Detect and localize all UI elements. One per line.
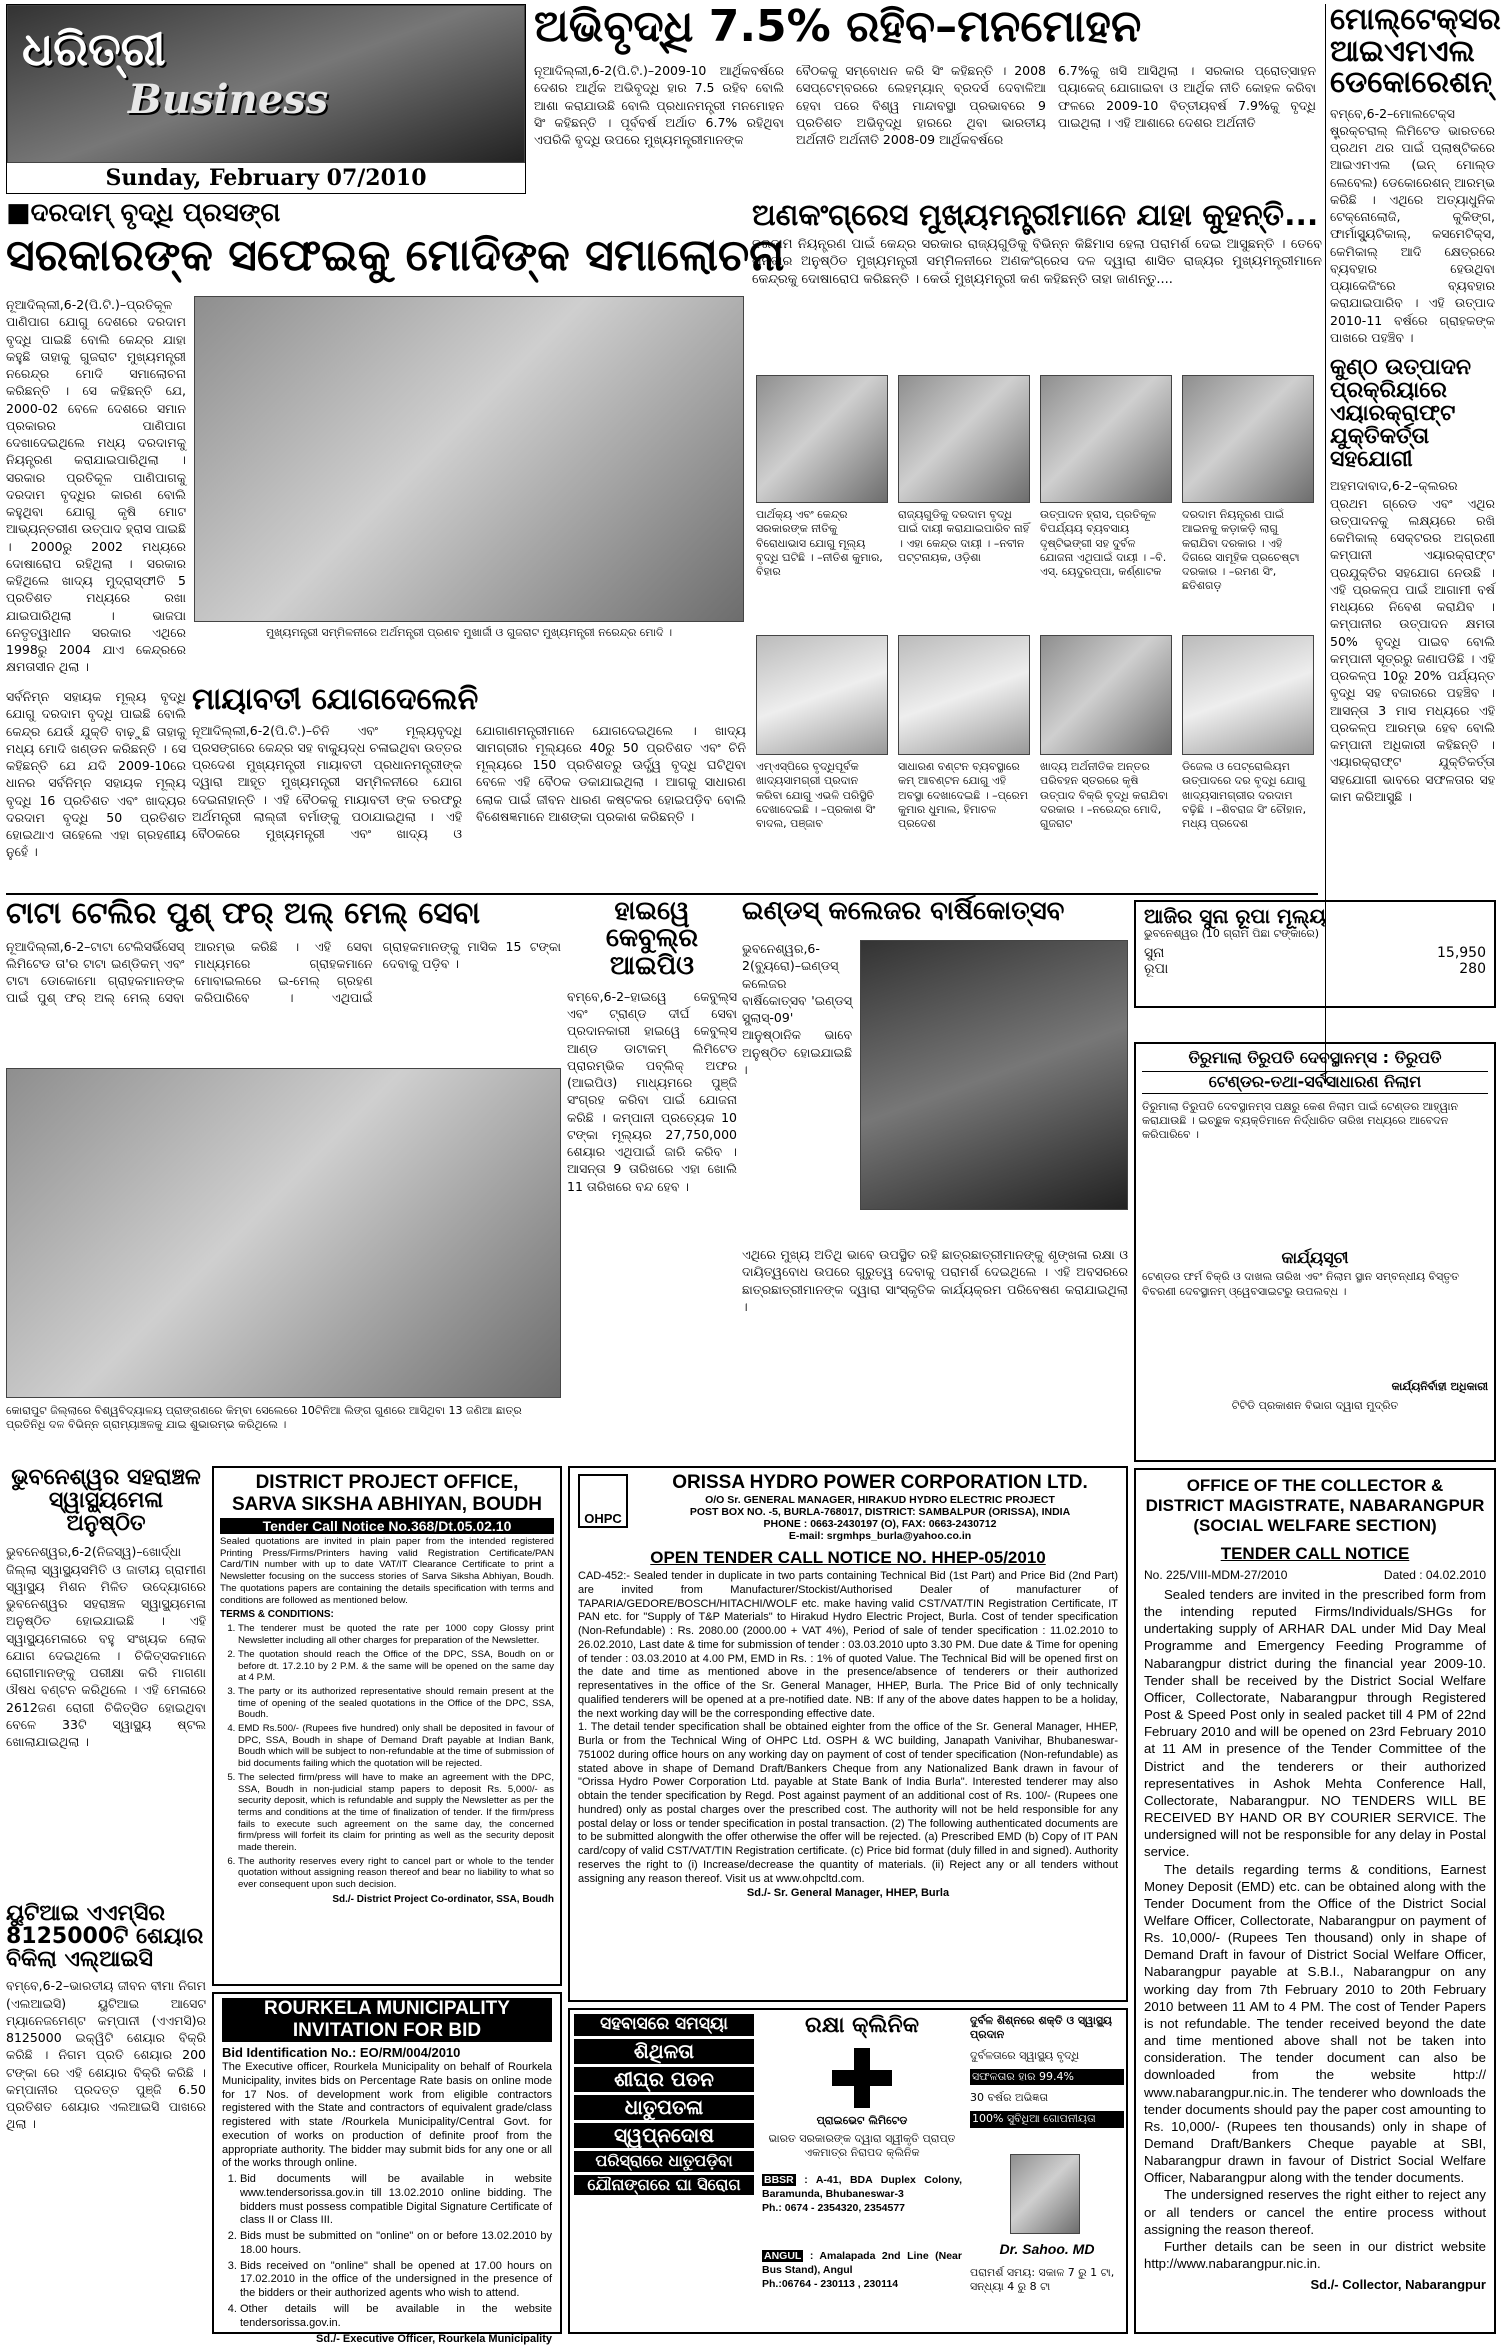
rourkela-item: 1. Bid documents will be available in website www.tendersorissa.gov.in till 13.02.2010 online bidding. The bidders must possess compatible Digital Signature Certificate of class II or Class III.: [240, 2173, 552, 2228]
dpo-term: 2. The quotation should reach the Office of the DPC, SSA, Boudh on or before dt. 17.2.10 by 2 P.M. & the same will be opened on the same day at 4 P.M.: [238, 1649, 554, 1684]
rourkela-item: 3. Bids received on "online" shall be opened at 17.00 hours on 17.02.2010 in the office of the undersigned in the presence of the bidders or their authorized agents who wish to attend.: [240, 2260, 552, 2301]
modi-photo-caption: ମୁଖ୍ୟମନ୍ତ୍ରୀ ସମ୍ମିଳନୀରେ ଅର୍ଥମନ୍ତ୍ରୀ ପ୍ରଣବ ମୁଖାର୍ଜୀ ଓ ଗୁଜରାଟ ମୁଖ୍ୟମନ୍ତ୍ରୀ ନରେନ୍ଦ୍ର ମୋଦି ।: [265, 626, 673, 639]
rourkela-item: 4. Other details will be available in the website tendersorissa.gov.in.: [240, 2303, 552, 2331]
indus-story: [742, 898, 1128, 1458]
indus-body-continued: ଏଥିରେ ମୁଖ୍ୟ ଅତିଥି ଭାବେ ଉପସ୍ଥିତ ରହି ଛାତ୍ରଛାତ୍ରୀମାନଙ୍କୁ ଶୃଙ୍ଖଳା ରକ୍ଷା ଓ ଦାୟିତ୍ୱବୋଧ ଉପରେ ଗୁରୁତ୍ୱ ଦେବାକୁ ପରାମର୍ଶ ଦେଇଥିଲେ । ଏହି ଅବସରରେ ଛାତ୍ରଛାତ୍ରୀମାନଙ୍କ ଦ୍ୱାରା ସାଂସ୍କୃତିକ କାର୍ଯ୍ୟକ୍ରମ ପରିବେଷଣ କରାଯାଇଥିଲା ।: [742, 1247, 1128, 1314]
tirupati-body: ତିରୁମାଲା ତିରୁପତି ଦେବସ୍ଥାନମ୍ସ ପକ୍ଷରୁ କେଶ ନିଲାମ ପାଇଁ ଟେଣ୍ଡର ଆହ୍ୱାନ କରାଯାଉଛି । ଇଚ୍ଛୁକ ବ୍ୟକ୍ତିମାନେ ନିର୍ଦ୍ଧାରିତ ତାରିଖ ମଧ୍ୟରେ ଆବେଦନ କରିପାରିବେ ।: [1142, 1099, 1459, 1142]
clinic-bbsr-label: BBSR: [764, 2174, 794, 2186]
clinic-right-line: ଦୁର୍ବଳତାରେ ସ୍ୱାସ୍ଥ୍ୟ ବୃଦ୍ଧି: [970, 2048, 1080, 2062]
health-camp-body: ଭୁବନେଶ୍ୱର,6-2(ନିଜସ୍ୱ)–ଖୋର୍ଦ୍ଧା ଜିଲ୍ଲା ସ୍ୱାସ୍ଥ୍ୟସମିତି ଓ ଜାତୀୟ ଗ୍ରାମୀଣ ସ୍ୱାସ୍ଥ୍ୟ ମିଶନ ମିଳିତ ଉଦ୍ୟୋଗରେ ଭୁବନେଶ୍ୱର ସହରାଞ୍ଚଳ ସ୍ୱାସ୍ଥ୍ୟମେଳା ଅନୁଷ୍ଠିତ ହୋଇଯାଇଛି । ଏହି ସ୍ୱାସ୍ଥ୍ୟମେଳାରେ ବହୁ ସଂଖ୍ୟକ ଲୋକ ଯୋଗ ଦେଇଥିଲେ । ଚିକିତ୍ସକମାନେ ରୋଗୀମାନଙ୍କୁ ପରୀକ୍ଷା କରି ମାଗଣା ଔଷଧ ବଣ୍ଟନ କରିଥିଲେ । ଏହି ମେଳାରେ 2612ଜଣ ରୋଗୀ ଚିକିତ୍ସିତ ହୋଇଥିବା ବେଳେ 33ଟି ସ୍ୱାସ୍ଥ୍ୟ ଷ୍ଟଲ ଖୋଲାଯାଇଥିଲା ।: [6, 1544, 206, 1750]
dpo-notice: [212, 1466, 562, 1986]
dpo-intro: Sealed quotations are invited in plain paper from the intended registered Printing Press/Firms/Printers having valid Registration Certificate/PAN Card/TIN number with up to date VAT/IT Clearance Certificate to print a Newsletter focusing on the success stories of Sarva Siksha Abhiyan, Boudh. The quotations papers are containing the details specification with terms and conditions are followed as mentioned below.: [220, 1536, 554, 1606]
highway-headline: ହାଇୱେ କେବୁଲ୍‌ର ଆଇପିଓ: [605, 896, 699, 981]
dpo-tender-no: Tender Call Notice No.368/Dt.05.02.10: [220, 1518, 554, 1534]
ohpc-body-2: 1. The detail tender specification shall be obtained eighter from the office of the Sr. General Manager, HHEP, Burla or from the Technical Wing of OHPC Ltd. OSPH & WC building, Janapath Vanivihar, Bhubaneswar-751002 during office hours on any working day on payment of cost of tender specification (Non-refundable) as stated above in shape of Demand Draft/Bankers Cheque from any Nationalized Bank drawn in favour of "Orissa Hydro Power Corporation Ltd. payable at State Bank of India Burla". Interested tenderer may also obtain the tender specification by Regd. Post against payment of an additional cost of Rs. 100/- (Rupees one hundred) only as postal charges over the prescribed cost. The authority will not be held responsible for any postal delay or loss or tender specification in postal transaction. (2) The following authenticated documents are to be submitted alongwith the offer otherwise the offer will be rejected. (a) Prescribed EMD (b) Copy of IT PAN card/copy of valid CST/VAT/TIN Registration certificate. (c) Price bid format (duly filled in and signed). Authority reserves the right to (i) Increase/decrease the quantity of materials. (ii) Reject any or all tenders without assigning any reason thereof. Visit us at www.ohpcltd.com.: [578, 1721, 1118, 1885]
cms-quotes-row1: [756, 508, 1316, 628]
cms-quotes-row2: [756, 760, 1316, 888]
clinic-item: ସହବାସରେ ସମସ୍ୟା: [574, 2014, 754, 2036]
cm-photo: [1182, 635, 1314, 755]
highway-story: [567, 898, 737, 1458]
cm-photo: [756, 635, 888, 755]
tata-photo: [6, 1068, 561, 1398]
cms-story: [752, 200, 1322, 890]
clinic-item: ଯୌନାଙ୍ଗରେ ଘା ସିରୋଗ: [574, 2175, 754, 2196]
uti-story: [6, 1902, 206, 2334]
modi-photo: [194, 296, 744, 622]
cm-quote: ଏମ୍‌ଏସ୍‌ପିରେ ବୃଦ୍ଧିପୂର୍ବକ ଖାଦ୍ୟସାମଗ୍ରୀ ପ୍ରଦାନ କରିବା ଯୋଗୁ ଏଭଳି ପରିସ୍ଥିତି ଦେଖାଦେଇଛି । –ପ୍ରକାଶ ସିଂ ବାଦଲ, ପଞ୍ଜାବ: [756, 760, 876, 831]
clinic-ad-right: [970, 2014, 1124, 2332]
modi-body-continued: ସର୍ବନିମ୍ନ ସହାୟକ ମୂଲ୍ୟ ବୃଦ୍ଧି ଯୋଗୁ ଦରଦାମ ବୃଦ୍ଧି ପାଇଛି ବୋଲି କେନ୍ଦ୍ର ଯେଉଁ ଯୁକ୍ତି ବାଢ଼ୁଛି ତାହାକୁ ମଧ୍ୟ ମୋଦି ଖଣ୍ଡନ କରିଛନ୍ତି । ସେ କହିଛନ୍ତି ଯେ ଯଦି 2009-10ରେ ଧାନର ସର୍ବନିମ୍ନ ସହାୟକ ମୂଲ୍ୟ ବୃଦ୍ଧି 16 ପ୍ରତିଶତ ଏବଂ ଖାଦ୍ୟର ଦରଦାମ ବୃଦ୍ଧି 50 ପ୍ରତିଶତ ହୋଇଥାଏ ତାହେଲେ ଏହା ଗ୍ରହଣୀୟ ନୁହେଁ ।: [6, 689, 186, 860]
dpo-term: 1. The tenderer must be quoted the rate per 1000 copy Glossy print Newsletter including all other charges for preparation of the Newsletter.: [238, 1623, 554, 1646]
cm-photo: [1182, 375, 1314, 503]
rourkela-items: [240, 2173, 552, 2330]
tirupati-header: ତିରୁମାଲା ତିରୁପତି ଦେବସ୍ଥାନମ୍ସ : ତିରୁପତି: [1188, 1048, 1442, 1067]
mayawati-headline: ମାୟାବତୀ ଯୋଗଦେଲେନି: [192, 682, 479, 717]
clinic-doctor: Dr. Sahoo. MD: [999, 2241, 1095, 2257]
gold-unit: ଭୁବନେଶ୍ୱର (10 ଗ୍ରାମ ପିଛା ଟଙ୍କାରେ): [1144, 927, 1319, 940]
nabarangpur-body-3: The undersigned reserves the right either to reject any or all tenders or cancel the entire process without assigning the reason thereof.: [1144, 2187, 1486, 2237]
mayawati-body: ନୂଆଦିଲ୍ଲୀ,6-2(ପି.ଟି.)–ଚିନି ଏବଂ ମୂଲ୍ୟବୃଦ୍ଧି ପ୍ରସଙ୍ଗରେ କେନ୍ଦ୍ର ସହ ବାକ୍ୟୁଦ୍ଧ ଚଳାଇଥିବା ଉତ୍ତର ପ୍ରଦେଶ ମୁଖ୍ୟମନ୍ତ୍ରୀ ମାୟାବତୀ ପ୍ରଧାନମନ୍ତ୍ରୀଙ୍କ ଦ୍ୱାରା ଆହୂତ ମୁଖ୍ୟମନ୍ତ୍ରୀ ସମ୍ମିଳନୀରେ ଯୋଗ ଦେଇନାହାନ୍ତି । ଏହି ବୈଠକକୁ ମାୟାବତୀ ଙ୍କ ତରଫରୁ ଅର୍ଥମନ୍ତ୍ରୀ ଲାଲ୍‌ଜୀ ବର୍ମାଙ୍କୁ ପଠାଯାଇଥିଲା । ଏହି ବୈଠକରେ ମୁଖ୍ୟମନ୍ତ୍ରୀ ଏବଂ ଖାଦ୍ୟ ଓ ଯୋଗାଣମନ୍ତ୍ରୀମାନେ ଯୋଗଦେଇଥିଲେ । ଖାଦ୍ୟ ସାମଗ୍ରୀର ମୂଲ୍ୟରେ 40ରୁ 50 ପ୍ରତିଶତ ଏବଂ ଚିନି ମୂଲ୍ୟରେ 150 ପ୍ରତିଶତରୁ ଊର୍ଦ୍ଧ୍ୱ ବୃଦ୍ଧି ଘଟିଥିବା ବେଳେ ଏହି ବୈଠକ ଡକାଯାଇଥିଲା । ଆଗକୁ ସାଧାରଣ ଲୋକ ପାଇଁ ଜୀବନ ଧାରଣ କଷ୍ଟକର ହୋଇପଡ଼ିବ ବୋଲି ବିଶେଷଜ୍ଞମାନେ ଆଶଙ୍କା ପ୍ରକାଶ କରିଛନ୍ତି ।: [192, 722, 746, 841]
hazus-headline: କୁଣ୍ଠ ଉତ୍ପାଦନ ପ୍ରକ୍ରିୟାରେ ଏୟାରକ୍ରାଫ୍ଟ ଯୁକ୍ତିକର୍ତ୍ତା ସହଯୋଗୀ: [1330, 355, 1472, 473]
tirupati-notice: [1134, 1042, 1496, 1462]
dpo-signature: Sd./- District Project Co-ordinator, SSA, Boudh: [332, 1893, 554, 1905]
health-camp-story: [6, 1466, 206, 1896]
indus-headline: ଇଣ୍ଡସ୍ କଲେଜର ବାର୍ଷିକୋତ୍ସବ: [742, 896, 1065, 926]
clinic-ad-left: [574, 2014, 754, 2332]
rourkela-notice: [212, 1992, 562, 2346]
masthead-banner-image: [7, 5, 525, 163]
clinic-ad-middle: [762, 2014, 962, 2332]
cm-photo: [1040, 635, 1172, 755]
cms-headline: ଅଣକଂଗ୍ରେସ ମୁଖ୍ୟମନ୍ତ୍ରୀମାନେ ଯାହା କୁହନ୍ତି...: [752, 198, 1319, 233]
clinic-angul-address: : Amalapada 2nd Line (Near Bus Stand), Angul: [762, 2250, 962, 2276]
gdp-col3: 6.7%କୁ ଖସି ଆସିଥିଲା । ସରକାର ପ୍ରୋତ୍ସାହନ ପ୍ୟାକେଜ୍ ଯୋଗାଇବା ଓ ଆର୍ଥିକ ନୀତି କୋହଳ କରିବା ଫଳରେ 2009-10 ବିତ୍ତୀୟବର୍ଷ 7.9%କୁ ବୃଦ୍ଧି ପାଇଥିଲା । ଏହି ଆଶାରେ ଦେଶର ଅର୍ଥନୀତି: [1058, 63, 1316, 130]
clinic-item: ଶୀଘ୍ର ପତନ: [574, 2067, 754, 2092]
ohpc-notice: [568, 1466, 1128, 2002]
dpo-term: 3. The party or its authorized representative should remain present at the time of opening of the sealed quotations in the Office of the DPC, SSA, Boudh.: [238, 1686, 554, 1721]
gdp-col2: ବୈଠକକୁ ସମ୍ବୋଧନ କରି ସିଂ କହିଛନ୍ତି । 2008 ସେପ୍ଟେମ୍ବରରେ ଲେହମ୍ୟାନ୍ ବ୍ରଦର୍ସ ଦେବାଳିଆ ହେବା ପରେ ବିଶ୍ୱ ମାନ୍ଦାବସ୍ଥା ପ୍ରଭାବରେ 9 ପ୍ରତିଶତ ଅଭିବୃଦ୍ଧି ହାରରେ ଥିବା ଭାରତୀୟ ଅର୍ଥନୀତି ଅର୍ଥନୀତି 2008-09 ଆର୍ଥିକବର୍ଷରେ: [796, 63, 1046, 147]
tata-body: ନୂଆଦିଲ୍ଲୀ,6-2–ଟାଟା ଟେଲିସର୍ଭିସେସ୍ ଲିମିଟେଡ ତା'ର ଟାଟା ଇଣ୍ଡିକମ୍ ଏବଂ ଟାଟା ଡୋକୋମୋ ଗ୍ରାହକମାନଙ୍କ ପାଇଁ ପୁଶ୍ ଫର୍ ଅଲ୍ ମେଲ୍ ସେବା ଆରମ୍ଭ କରିଛି । ଏହି ସେବା ମାଧ୍ୟମରେ ଗ୍ରାହକମାନେ ମୋବାଇଲରେ ଇ-ମେଲ୍ ଗ୍ରହଣ କରିପାରିବେ । ଏଥିପାଇଁ ଗ୍ରାହକମାନଙ୍କୁ ମାସିକ 15 ଟଙ୍କା ଦେବାକୁ ପଡ଼ିବ ।: [6, 938, 561, 1006]
clinic-right-line: ସଫଳତାର ହାର 99.4%: [970, 2069, 1124, 2085]
silver-value: 280: [1459, 961, 1486, 978]
rourkela-signature: Sd./- Executive Officer, Rourkela Municipality: [316, 2333, 552, 2346]
cm-quote: ଖାଦ୍ୟ ଅର୍ଥନୀତିକ ଅନ୍ତର ପରିବହନ ସ୍ତରରେ କୃଷି ଉତ୍ପାଦ ବିକ୍ରି ବୃଦ୍ଧି କରାଯିବା ଦରକାର । –ନରେନ୍ଦ୍ର ମୋଦି, ଗୁଜରାଟ: [1040, 760, 1169, 831]
ohpc-logo: OHPC: [578, 1474, 628, 1528]
dpo-title-2: SARVA SIKSHA ABHIYAN, BOUDH: [231, 1494, 543, 1515]
nabarangpur-body: Sealed tenders are invited in the prescribed form from the intending reputed Firms/Individuals/SHGs for undertaking supply of ARHAR DAL under Mid Day Meal Programme and Emergency Feeding Programme of Nabarangpur district during the financial year 2009-10. Tender shall be received by the District Social Welfare Officer, Collectorate, Nabarangpur through Registered Post & Speed Post only in sealed packet till 4 PM of 22nd February 2010 and will be opened on 23rd February 2010 at 11 AM in presence of the Tender Committee of the District and the tenderers or their authorized representatives in Ashok Mehta Conference Hall, Collectorate, Nabarangpur. NO TENDERS WILL BE RECEIVED BY HAND OR BY COURIER SERVICE. The undersigned will not be responsible for any delay in Postal service.: [1144, 1587, 1486, 1860]
ohpc-body: CAD-452:- Sealed tender in duplicate in two parts containing Technical Bid (1st Part) and Price Bid (2nd Part) are invited from Manufacturer/Stockist/Authorised Dealer of manufacturer of TAPARIA/GEDORE/BOSCH/HITACHI/WOLF etc. make having valid CST/VAT/TIN Registration Certificate, IT PAN etc. for "Supply of T&P Materials" to Hirakud Hydro Electric Project, Burla. Cost of tender specification (Non-Refundable) : Rs. 2080.00 (2000.00 + VAT 4%), Period of sale of tender specification : 11.02.2010 to 26.02.2010, Last date & time for submission of tender : 03.03.2010 upto 3.30 PM. Due date & Time for opening of tender : 03.03.2010 at 4.00 PM, EMD in Rs. : 1% of quoted Value. The Technical Bid will be opened first on the date and time as mentioned above in the presence/absence of tenderers or their authorized representatives in the office of the Sr. General Manager, HHEP, Burla. The Price Bid of only technically qualified tenderers will be opened at a pre-notified date. NB: If any of the above dates happen to be a holiday, the next working day will be the corresponding effective date.: [578, 1570, 1118, 1720]
clinic-bbsr-phone: Ph.: 0674 - 2354320, 2354577: [762, 2201, 906, 2214]
gold-row: [1144, 945, 1486, 961]
clinic-angul-label: ANGUL: [764, 2250, 802, 2262]
silver-label: ରୂପା: [1144, 961, 1169, 978]
cm-quote: ରାଜ୍ୟଗୁଡିକୁ ଦରଦାମ ବୃଦ୍ଧି ପାଇଁ ଦାୟୀ କରାଯାଇପାରିବ ନାହିଁ । ଏହା କେନ୍ଦ୍ର ଦାୟୀ । –ନବୀନ ପଟ୍ଟନାୟକ, ଓଡ଼ିଶା: [898, 508, 1030, 564]
gold-value: 15,950: [1437, 945, 1486, 962]
gold-label: ସୁନା: [1144, 945, 1165, 962]
moltex-headline: ମୋଲ୍‌ଟେକ୍ସର ଆଇଏମଏଲ ଡେକୋରେଶନ୍: [1330, 2, 1501, 100]
clinic-right-line: ଦୁର୍ବଳ ଶିଶ୍ନରେ ଶକ୍ତି ଓ ସ୍ୱାସ୍ଥ୍ୟ ପ୍ରଦାନ: [970, 2014, 1112, 2042]
clinic-timing: ପରାମର୍ଶ ସମୟ: ସକାଳ 7 ରୁ 1 ଟା, ସନ୍ଧ୍ୟା 4 ରୁ 8 ଟା: [970, 2266, 1115, 2294]
clinic-ad: [568, 2008, 1128, 2334]
nabarangpur-dated: Dated : 04.02.2010: [1383, 1568, 1486, 1582]
cms-intro: ଦରଦାମ ନିୟନ୍ତ୍ରଣ ପାଇଁ କେନ୍ଦ୍ର ସରକାର ରାଜ୍ୟଗୁଡିକୁ ବିଭିନ୍ନ କିଛିମାସ ହେଲା ପରାମର୍ଶ ଦେଇ ଆସୁଛନ୍ତି । ତେବେ ଶନିବାର ଅନୁଷ୍ଠିତ ମୁଖ୍ୟମନ୍ତ୍ରୀ ସମ୍ମିଳନୀରେ ଅଣକଂଗ୍ରେସ ଦଳ ଦ୍ୱାରା ଶାସିତ ରାଜ୍ୟର ମୁଖ୍ୟମନ୍ତ୍ରୀମାନେ କେନ୍ଦ୍ରକୁ ଦୋଷାରୋପ କରିଛନ୍ତି । କେଉଁ ମୁଖ୍ୟମନ୍ତ୍ରୀ କଣ କହିଛନ୍ତି ତାହା ଜାଣନ୍ତୁ....: [752, 236, 1322, 288]
tirupati-schedule: ଟେଣ୍ଡର ଫର୍ମ ବିକ୍ରି ଓ ଦାଖଲ ତାରିଖ ଏବଂ ନିଲାମ ସ୍ଥାନ ସମ୍ବନ୍ଧୀୟ ବିସ୍ତୃତ ବିବରଣୀ ଦେବସ୍ଥାନମ୍ ଓ୍ୱେବସାଇଟରୁ ଉପଲବ୍ଧ ।: [1142, 1270, 1459, 1298]
clinic-note: ଭାରତ ସରକାରଙ୍କ ଦ୍ୱାରା ସ୍ୱୀକୃତି ପ୍ରାପ୍ତ ଏକମାତ୍ର ନିରାପଦ କ୍ଲିନିକ: [768, 2132, 956, 2160]
dpo-term: 6. The authority reserves every right to cancel part or whole to the tender quotation without assigning reason thereof and bear no liability to what so ever consequent upon such decision.: [238, 1856, 554, 1891]
masthead: [6, 4, 526, 194]
silver-row: [1144, 961, 1486, 977]
gdp-story: [534, 1, 1317, 194]
cm-photo: [1040, 375, 1172, 503]
tirupati-schedule-title: କାର୍ଯ୍ୟସୂଚୀ: [1281, 1247, 1349, 1267]
cm-quote: ଡିଜେଲ ଓ ପେଟ୍ରୋଲିୟମ ଉତ୍ପାଦରେ ଦର ବୃଦ୍ଧି ଯୋଗୁ ଖାଦ୍ୟସାମଗ୍ରୀର ଦରଦାମ ବଢ଼ିଛି । –ଶିବରାଜ ସିଂ ଚୌହାନ, ମଧ୍ୟ ପ୍ରଦେଶ: [1182, 760, 1307, 831]
rourkela-item: 2. Bids must be submitted on "online" on or before 13.02.2010 by 18.00 hours.: [240, 2230, 552, 2258]
gdp-headline: ଅଭିବୃଦ୍ଧି 7.5% ରହିବ–ମନମୋହନ: [534, 1, 1142, 52]
uti-body: ବମ୍ବେ,6-2–ଭାରତୀୟ ଜୀବନ ବୀମା ନିଗମ (ଏଲଆଇସି) ୟୁଟିଆଇ ଆସେଟ ମ୍ୟାନେଜମେଣ୍ଟ କମ୍ପାନୀ (ଏଏମସି)ର 8125000 ଇକ୍ୱିଟି ଶେୟାର ବିକ୍ରି କରିଛି । ନିଗମ ପ୍ରତି ଶେୟାର 200 ଟଙ୍କା ରେ ଏହି ଶେୟାର ବିକ୍ରି କରିଛି । କମ୍ପାନୀର ପ୍ରଦତ୍ତ ପୁଞ୍ଜି 6.50 ପ୍ରତିଶତ ଶେୟାର ଏଲଆଇସି ପାଖରେ ଥିଲା ।: [6, 1978, 206, 2132]
dpo-term: 5. The selected firm/press will have to make an agreement with the DPC, SSA, Boudh in non-judicial stamp papers to deposit Rs. 5,000/- as security deposit, which is refundable and supply the Newsletter as per the terms and conditions at the time of finalization of tender. If the firm/press fails to execute such agreement on the same day, the concerned firm/press will forfeit its claim for printing as well as the security deposit made therein.: [238, 1772, 554, 1854]
clinic-item: ଧାତୁପତଳା: [574, 2095, 754, 2120]
nabarangpur-ref: No. 225/VIII-MDM-27/2010: [1144, 1568, 1288, 1582]
ohpc-title: ORISSA HYDRO POWER CORPORATION LTD.: [672, 1472, 1088, 1493]
tata-headline: ଟାଟା ଟେଲିର ପୁଶ୍ ଫର୍ ଅଲ୍ ମେଲ୍ ସେବା: [6, 896, 481, 931]
rourkela-bid-no: Bid Identification No.: EO/RM/004/2010: [222, 2045, 461, 2060]
ohpc-notice-title: OPEN TENDER CALL NOTICE NO. HHEP-05/2010: [650, 1548, 1046, 1567]
cm-photo: [898, 635, 1030, 755]
divider: [6, 893, 1318, 895]
rourkela-title-1: ROURKELA MUNICIPALITY: [222, 1998, 552, 2020]
modi-body: [6, 296, 186, 680]
gdp-col1: ନୂଆଦିଲ୍ଲୀ,6-2(ପି.ଟି.)–2009-10 ଆର୍ଥିକବର୍ଷରେ ଦେଶର ଆର୍ଥିକ ଅଭିବୃଦ୍ଧି ହାର 7.5 ରହିବ ବୋଲି ଆଶା କରାଯାଉଛି ବୋଲି ପ୍ରଧାନମନ୍ତ୍ରୀ ମନମୋହନ ସିଂ କହିଛନ୍ତି । ପୂର୍ବବର୍ଷ ଅର୍ଥାତ 6.7% ରହିଥିବା ଏପରିକି ବୃଦ୍ଧି ଉପରେ ମୁଖ୍ୟମନ୍ତ୍ରୀମାନଙ୍କ: [534, 63, 784, 147]
health-camp-headline: ଭୁବନେଶ୍ୱର ସହରାଞ୍ଚଳ ସ୍ୱାସ୍ଥ୍ୟମେଳା ଅନୁଷ୍ଠିତ: [11, 1465, 201, 1537]
nabarangpur-title-1: OFFICE OF THE COLLECTOR &: [1186, 1476, 1444, 1495]
ohpc-address-2: POST BOX NO. -5, BURLA-768017, DISTRICT: SAMBALPUR (ORISSA), INDIA: [689, 1506, 1071, 1518]
cm-quote: ଦରଦାମ ନିୟନ୍ତ୍ରଣ ପାଇଁ ଆଇନକୁ କଡ଼ାକଡ଼ି ଲାଗୁ କରାଯିବା ଦରକାର । ଏହି ଦିଗରେ ସାମୂହିକ ପ୍ରଚେଷ୍ଟା ଦରକାର । –ରମଣ ସିଂ, ଛତିଶଗଡ଼: [1182, 508, 1300, 593]
nabarangpur-ref-row: [1144, 1568, 1486, 1582]
rourkela-title-2: INVITATION FOR BID: [222, 2020, 552, 2042]
clinic-right-line: 100% ସୁବିଧିଆ ଗୋପନୀୟତା: [970, 2111, 1124, 2127]
clinic-bbsr: [762, 2174, 962, 2216]
medical-cross-icon: [832, 2048, 892, 2108]
clinic-right-line: 30 ବର୍ଷର ଅଭିଜ୍ଞତା: [970, 2091, 1049, 2105]
dpo-terms-title: TERMS & CONDITIONS:: [220, 1609, 334, 1621]
mayawati-story: [192, 684, 746, 890]
doctor-photo: [1010, 2154, 1080, 2234]
ohpc-email: E-mail: srgmhps_burla@yahoo.co.in: [788, 1530, 972, 1542]
modi-story: [6, 198, 785, 680]
clinic-angul: [762, 2250, 962, 2292]
tirupati-footer: ଟିଟିଡି ପ୍ରକାଶନ ବିଭାଗ ଦ୍ୱାରା ମୁଦ୍ରିତ: [1231, 1398, 1399, 1412]
clinic-item: ସ୍ୱପ୍ନଦୋଷ: [574, 2123, 754, 2148]
indus-body: ଭୁବନେଶ୍ୱର,6-2(ବ୍ୟୁରୋ)–ଇଣ୍ଡସ୍ କଲେଜର ବାର୍ଷିକୋତ୍ସବ 'ଇଣ୍ଡସ୍ ସ୍ପ୍ଲାସ୍-09' ଆନୁଷ୍ଠାନିକ ଭାବେ ଅନୁଷ୍ଠିତ ହୋଇଯାଇଛି ।: [742, 941, 852, 1077]
tirupati-subheader: ଟେଣ୍ଡର-ତଥା-ସର୍ବସାଧାରଣ ନିଲାମ: [1142, 1071, 1488, 1094]
cm-quote: ଉତ୍ପାଦନ ହ୍ରାସ, ପ୍ରତିକୂଳ ବିପର୍ଯ୍ୟୟ ବ୍ୟବସାୟ ଦୃଷ୍ଟିଭଙ୍ଗୀ ସହ ଦୁର୍ବଳ ଯୋଜନା ଏଥିପାଇଁ ଦାୟୀ । –ବି. ଏସ୍. ୟେଦୁରପ୍ପା, କର୍ଣ୍ଣାଟକ: [1040, 508, 1167, 579]
clinic-item: ଶିଥିଳତା: [574, 2039, 754, 2064]
masthead-logo: ଧରିତ୍ରୀ: [22, 22, 166, 76]
nabarangpur-notice-title: TENDER CALL NOTICE: [1220, 1544, 1410, 1563]
modi-body-text: ନୂଆଦିଲ୍ଲୀ,6-2(ପି.ଟି.)–ପ୍ରତିକୂଳ ପାଣିପାଗ ଯୋଗୁ ଦେଶରେ ଦରଦାମ ବୃଦ୍ଧି ପାଇଛି ବୋଲି କେନ୍ଦ୍ର ଯାହା କହୁଛି ତାହାକୁ ଗୁଜରାଟ ମୁଖ୍ୟମନ୍ତ୍ରୀ ନରେନ୍ଦ୍ର ମୋଦି ସମାଲୋଚନା କରିଛନ୍ତି । ସେ କହିଛନ୍ତି ଯେ, 2000-02 ବେଳେ ଦେଶରେ ସମାନ ପ୍ରକାରର ପାଣିପାଗ ଦେଖାଦେଇଥିଲେ ମଧ୍ୟ ଦରଦାମକୁ ନିୟନ୍ତ୍ରଣ କରାଯାଇପାରିଥିଲା । ସରକାର ପ୍ରତିକୂଳ ପାଣିପାଗକୁ ଦରଦାମ ବୃଦ୍ଧିର କାରଣ ବୋଲି କହୁଥିବା ଯୋଗୁ କୃଷି ମୋଟ ଆଭ୍ୟନ୍ତରୀଣ ଉତ୍ପାଦ ହ୍ରାସ ପାଇଛି । 2000ରୁ 2002 ମଧ୍ୟରେ ଦୋଷାରୋପ ରହିଥିଲା । ସରକାର କହିଥିଲେ ଖାଦ୍ୟ ମୁଦ୍ରାସ୍ଫୀତି 5 ପ୍ରତିଶତ ମଧ୍ୟରେ ରଖା ଯାଇପାରିଥିଲା । ଭାଜପା ନେତୃତ୍ୱାଧୀନ ସରକାର ଏଥିରେ 1998ରୁ 2004 ଯାଏ କେନ୍ଦ୍ରରେ କ୍ଷମତାସୀନ ଥିଲା ।: [6, 297, 186, 675]
ohpc-phone: PHONE : 0663-2430197 (O), FAX: 0663-2430712: [763, 1518, 997, 1530]
tirupati-signature: କାର୍ଯ୍ୟନିର୍ବାହୀ ଅଧିକାରୀ: [1391, 1380, 1488, 1394]
clinic-name: ରକ୍ଷା କ୍ଲିନିକ: [805, 2013, 919, 2038]
nabarangpur-signature: Sd./- Collector, Nabarangpur: [1310, 2277, 1486, 2293]
cm-photo: [756, 375, 888, 503]
ohpc-address-1: O/O Sr. GENERAL MANAGER, HIRAKUD HYDRO ELECTRIC PROJECT: [705, 1494, 1055, 1506]
moltex-body: ବମ୍ବେ,6-2–ମୋଲଟେକ୍ସ ଷ୍ଟ୍ରକ୍ଚରାଲ୍ ଲିମିଟେଡ ଭାରତରେ ପ୍ରଥମ ଥର ପାଇଁ ପ୍ଲାଷ୍ଟିକରେ ଆଇଏମଏଲ (ଇନ୍ ମୋଲ୍ଡ ଲେବେଲ) ଡେକୋରେଶନ୍ ଆରମ୍ଭ କରିଛି । ଏଥିରେ ଅତ୍ୟାଧୁନିକ ଟେକ୍ନୋଲୋଜି, କୁକିଙ୍ଗ, ଫାର୍ମାସ୍ୟୁଟିକାଲ୍, କସମେଟିକ୍ସ, କେମିକାଲ୍ ଆଦି କ୍ଷେତ୍ରରେ ବ୍ୟବହାର ହେଉଥିବା ପ୍ୟାକେଜିଂରେ ବ୍ୟବହାର କରାଯାଇପାରିବ । ଏହି ଉତ୍ପାଦ 2010-11 ବର୍ଷରେ ଗ୍ରାହକଙ୍କ ପାଖରେ ପହଞ୍ଚିବ ।: [1330, 105, 1495, 345]
cms-photos-row2: [756, 635, 1316, 755]
ohpc-signature: Sd./- Sr. General Manager, HHEP, Burla: [746, 1887, 950, 1900]
dpo-term: 4. EMD Rs.500/- (Rupees five hundred) only shall be deposited in favour of DPC, SSA, Boudh in shape of Demand Draft payable at Indian Bank, Boudh which will be subject to non-refundable at the time of submission of bid documents failing which the quotation will be rejected.: [238, 1723, 554, 1770]
modi-headline: ସରକାରଙ୍କ ସଫେଇକୁ ମୋଦିଙ୍କ ସମାଲୋଚନା: [6, 230, 785, 282]
tata-story: [6, 898, 561, 1458]
nabarangpur-body-2: The details regarding terms & conditions, Earnest Money Deposit (EMD) etc. can be obtained along with the Tender Document from the Office of the District Social Welfare Officer, Collectorate, Nabarangpur on payment of Rs. 10,000/- (Rupees Ten thousand) only in shape of Demand Draft in favour of District Social Welfare Officer, Nabarangpur payable at S.B.I., Nabarangpur on any working day from 7th February 2010 to 20th February 2010 between 11 AM to 4 PM. The cost of Tender Papers is not refundable. The tender received beyond the date and time mentioned above shall not be taken into consideration. The tender document can also be downloaded from the website http:// www.nabarangpur.nic.in. The tenderer who downloads the tender documents should pay the paper cost amounting to Rs. 10,000/- (Rupees ten thousands) only in shape of Demand Draft/Bankers Cheque payable at SBI, Nabarangpur drawn in favour of District Social Welfare Officer, Nabarangpur along with the tender documents.: [1144, 1861, 1486, 2186]
gold-title: ଆଜିର ସୁନା ରୂପା ମୂଲ୍ୟ: [1144, 904, 1326, 928]
indus-photo: [860, 940, 1128, 1210]
nabarangpur-body-4: Further details can be seen in our district website http://www.nabarangpur.nic.in.: [1144, 2238, 1486, 2272]
tata-photo-caption: କୋରାପୁଟ ଜିଲ୍ଲାରେ ବିଶ୍ୱବିଦ୍ୟାଳୟ ପ୍ରାଙ୍ଗଣରେ କିମ୍ବା ସେଲେରେ 10ଟିନିଆ ଲିଙ୍ଗ ଗୁଣରେ ଆସିଥିବା 13 ଜଣିଆ ଛାତ୍ର ପ୍ରତିନିଧି ଦଳ ବିଭିନ୍ନ ଗ୍ରାମ୍ୟାଞ୍ଚଳକୁ ଯାଇ ଶୁଭାରମ୍ଭ କରିଥିଲେ ।: [6, 1404, 522, 1432]
cms-photos-row1: [756, 375, 1316, 503]
cm-quote: ପାର୍ଥକ୍ୟ ଏବଂ କେନ୍ଦ୍ର ସରକାରଙ୍କ ନୀତିକୁ ବିରୋଧାଭାସ ଯୋଗୁ ମୂଲ୍ୟ ବୃଦ୍ଧି ଘଟିଛି । –ନୀତିଶ କୁମାର, ବିହାର: [756, 508, 883, 579]
clinic-angul-phone: Ph.:06764 - 230113 , 230114: [762, 2277, 899, 2290]
clinic-item: ପରିସ୍ରାରେ ଧାତୁପଡ଼ିବା: [574, 2151, 754, 2172]
gold-price-box: [1134, 900, 1496, 1008]
dpo-terms-list: [238, 1623, 554, 1890]
nabarangpur-notice: [1134, 1468, 1496, 2334]
hazus-body: ଅହମଦାବାଦ,6-2–କ୍ଲରର ପ୍ରଥମ ଗ୍ରେଡ ଏବଂ ଏଥିର ଉତ୍ପାଦନକୁ ଲକ୍ଷ୍ୟରେ ରଖି କେମିକାଲ୍ ସେକ୍ଟରର ଅଗ୍ରଣୀ କମ୍ପାନୀ ଏୟାରକ୍ରାଫ୍ଟ ପ୍ରଯୁକ୍ତିର ସହଯୋଗ ନେଉଛି । ଏହି ପ୍ରକଳ୍ପ ପାଇଁ ଆଗାମୀ ବର୍ଷ ମଧ୍ୟରେ ନିବେଶ କରାଯିବ । କମ୍ପାନୀର ଉତ୍ପାଦନ କ୍ଷମତା 50% ବୃଦ୍ଧି ପାଇବ ବୋଲି କମ୍ପାନୀ ସୂତ୍ରରୁ ଜଣାପଡିଛି । ଏହି ପ୍ରକଳ୍ପ 10ରୁ 20% ପର୍ଯ୍ୟନ୍ତ ବୃଦ୍ଧି ସହ ବଜାରରେ ପହଞ୍ଚିବ । ଆସନ୍ତା 3 ମାସ ମଧ୍ୟରେ ଏହି ପ୍ରକଳ୍ପ ଆରମ୍ଭ ହେବ ବୋଲି କମ୍ପାନୀ ଅଧିକାରୀ କହିଛନ୍ତି । ଏୟାରକ୍ରାଫ୍ଟ ଯୁକ୍ତିକର୍ତ୍ତା ସହଯୋଗୀ ଭାବରେ ସଫଳତାର ସହ କାମ କରିଆସୁଛି ।: [1330, 478, 1495, 804]
rourkela-intro: The Executive officer, Rourkela Municipality on behalf of Rourkela Municipality, invites bids on Percentage Rate basis on online mode for 17 Nos. of development work from eligible contractors registered with the State and contractors of equivalent grade/class registered with state /Rourkela Municipality/Central Govt. for execution of works on production of definite proof from the appropriate authority. The bidder may submit bids for any one or all of the works through online.: [222, 2061, 552, 2170]
dpo-title-1: DISTRICT PROJECT OFFICE,: [255, 1472, 519, 1493]
highway-body: ବମ୍ବେ,6-2–ହାଇୱେ କେବୁଲ୍ସ ଏବଂ ଟ୍ରାଣ୍ଡ ଦୀର୍ଘ ସେବା ପ୍ରଦାନକାରୀ ହାଇୱେ କେବୁଲ୍ସ ଆଣ୍ଡ ଡାଟାକମ୍ ଲିମିଟେଡ ପ୍ରାରମ୍ଭିକ ପବ୍ଲିକ୍ ଅଫର (ଆଇପିଓ) ମାଧ୍ୟମରେ ପୁଞ୍ଜି ସଂଗ୍ରହ କରିବା ପାଇଁ ଯୋଜନା କରିଛି । କମ୍ପାନୀ ପ୍ରତ୍ୟେକ 10 ଟଙ୍କା ମୂଲ୍ୟର 27,750,000 ଶେୟାର ଏଥିପାଇଁ ଜାରି କରିବ । ଆସନ୍ତା 9 ତାରିଖରେ ଏହା ଖୋଲି 11 ତାରିଖରେ ବନ୍ଦ ହେବ ।: [567, 988, 737, 1194]
uti-headline: ୟୁଟିଆଇ ଏଏମ୍‌ସିର 8125000ଟି ଶେୟାର ବିକିଲା ଏଲ୍‌ଆଇସି: [6, 1901, 204, 1973]
cm-photo: [898, 375, 1030, 503]
masthead-date: Sunday, February 07/2010: [105, 165, 427, 191]
masthead-subtitle: Business: [128, 76, 329, 123]
clinic-bbsr-address: : A-41, BDA Duplex Colony, Baramunda, Bhubaneswar-3: [762, 2174, 962, 2200]
nabarangpur-title-2: DISTRICT MAGISTRATE, NABARANGPUR: [1145, 1496, 1485, 1515]
nabarangpur-title-3: (SOCIAL WELFARE SECTION): [1193, 1516, 1437, 1535]
clinic-sub: ପ୍ରାଇଭେଟ ଲିମିଟେଡ: [816, 2114, 908, 2127]
modi-kicker: ■ଦରଦାମ୍ ବୃଦ୍ଧି ପ୍ରସଙ୍ଗ: [6, 198, 281, 228]
cm-quote: ସାଧାରଣ ବଣ୍ଟନ ବ୍ୟବସ୍ଥାରେ କମ୍ ଆବଣ୍ଟନ ଯୋଗୁ ଏହି ଅବସ୍ଥା ଦେଖାଦେଇଛି । –ପ୍ରେମ କୁମାର ଧୁମାଲ, ହିମାଚଳ ପ୍ରଦେଶ: [898, 760, 1028, 831]
